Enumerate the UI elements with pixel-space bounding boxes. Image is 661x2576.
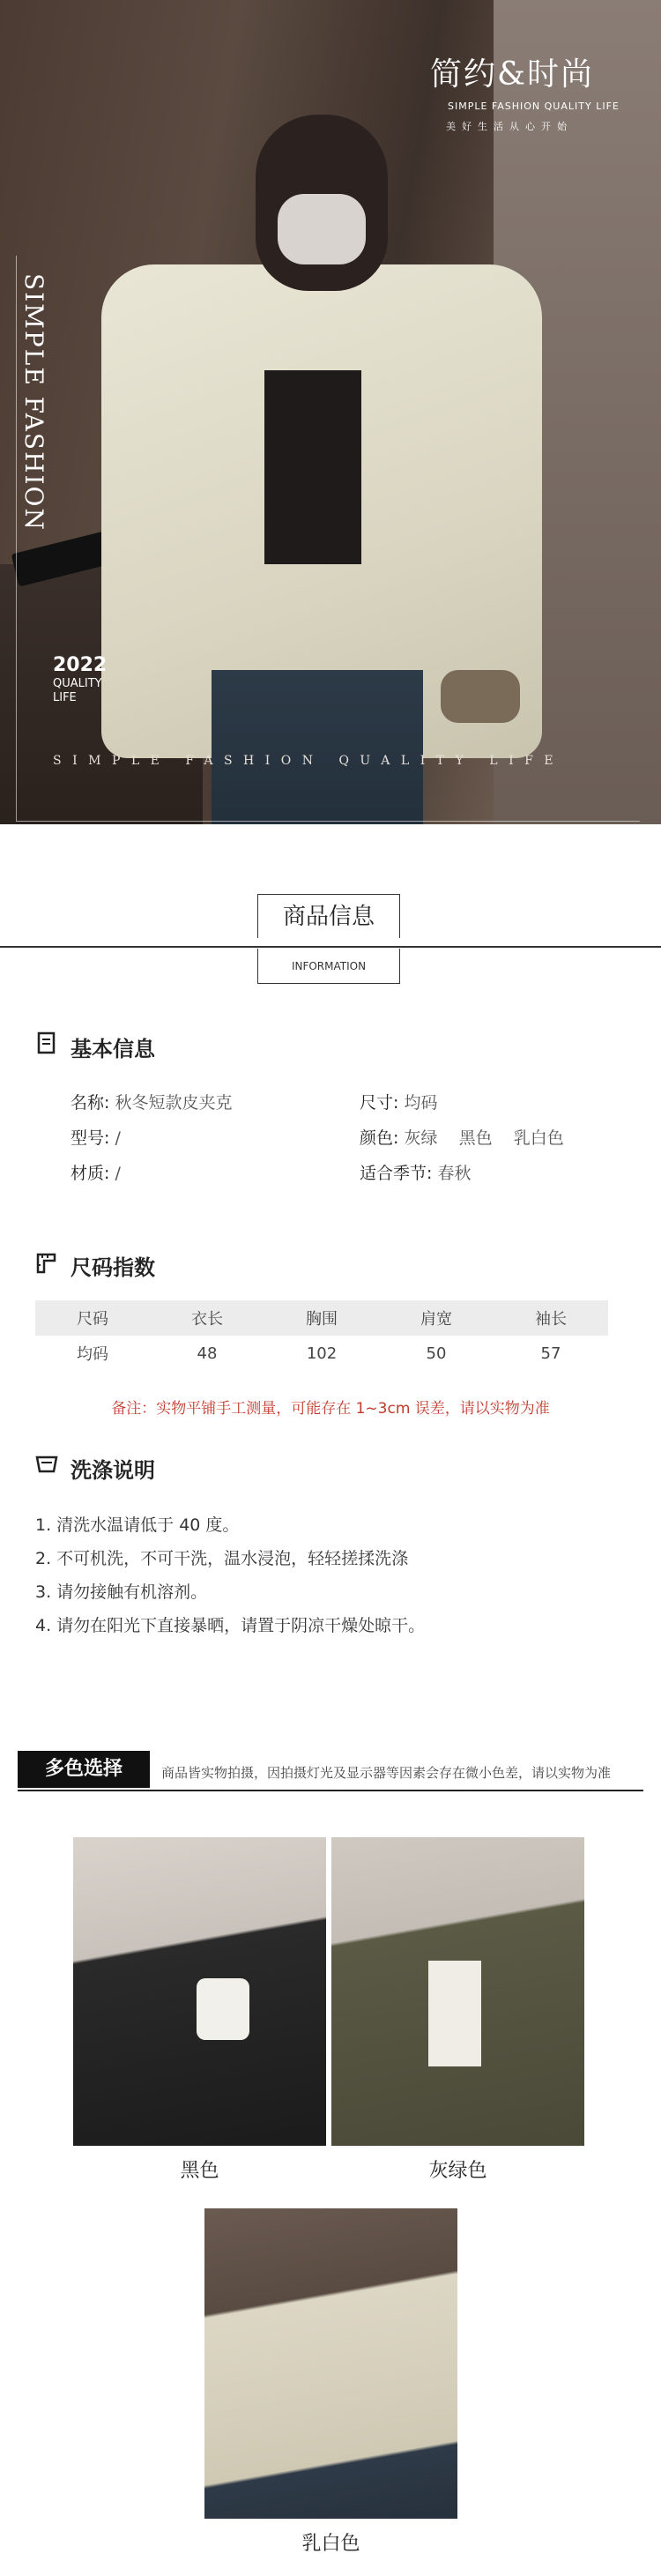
size-cell: 102 [306, 1344, 338, 1363]
size-note: 备注：实物平铺手工测量，可能存在 1~3cm 误差，请以实物为准 [111, 1400, 550, 1418]
color-divider [18, 1790, 643, 1791]
size-cell: 50 [426, 1344, 447, 1363]
hero-year: 2022 [53, 654, 108, 676]
color-note: 商品皆实物拍摄，因拍摄灯光及显示器等因素会存在微小色差，请以实物为准 [161, 1765, 612, 1781]
basic-season-value: 春秋 [437, 1164, 472, 1183]
hero-subtitle-cn: 美好生活从心开始 [446, 121, 573, 132]
size-col-header: 尺码 [77, 1310, 108, 1329]
hero-title: 简约&时尚 [430, 56, 595, 93]
basic-color-value: 灰绿 黑色 乳白色 [404, 1128, 564, 1148]
ruler-icon [35, 1252, 58, 1280]
basic-name-label: 名称: [71, 1093, 110, 1113]
basic-size-row [360, 1090, 437, 1113]
color-swatch-black[interactable] [73, 1837, 326, 2146]
basic-season-label: 适合季节: [360, 1164, 433, 1183]
color-swatch-cream[interactable] [204, 2208, 457, 2519]
basic-size-value: 均码 [404, 1093, 438, 1113]
size-cell: 57 [540, 1344, 561, 1363]
size-heading: 尺码指数 [71, 1255, 155, 1280]
color-section-label: 多色选择 [18, 1751, 150, 1788]
basic-material-row [71, 1160, 121, 1184]
color-caption-gray-green: 灰绿色 [428, 2160, 487, 2182]
size-cell: 均码 [77, 1345, 108, 1364]
basic-name-value: 秋冬短款皮夹克 [115, 1093, 233, 1113]
basic-info-heading: 基本信息 [71, 1037, 155, 1061]
basic-size-label: 尺寸: [360, 1093, 399, 1113]
color-caption-cream: 乳白色 [301, 2533, 360, 2555]
size-col-header: 袖长 [535, 1310, 567, 1329]
cup-image [197, 1978, 249, 2040]
size-col-header: 胸围 [306, 1310, 338, 1329]
size-table-header [35, 1300, 608, 1336]
size-cell: 48 [197, 1344, 218, 1363]
hero-mask [278, 194, 366, 264]
basic-model-row [71, 1125, 121, 1149]
document-icon [37, 1031, 56, 1060]
wash-item: 3. 请勿接触有机溶剂。 [35, 1582, 208, 1602]
table-row [35, 1336, 608, 1371]
basic-name-row [71, 1090, 232, 1113]
info-subtitle: INFORMATION [257, 949, 400, 984]
color-swatch-gray-green[interactable] [331, 1837, 584, 2146]
info-title: 商品信息 [257, 894, 400, 938]
basic-material-value: / [115, 1164, 121, 1183]
hero-quality-line2: LIFE [53, 691, 77, 704]
hero-vertical-text: SIMPLE FASHION [19, 273, 48, 532]
basic-color-row [360, 1125, 564, 1149]
hero-quality-line1: QUALITY [53, 677, 102, 690]
info-divider [0, 946, 661, 948]
wash-item: 1. 清洗水温请低于 40 度。 [35, 1515, 240, 1535]
size-col-header: 肩宽 [420, 1310, 452, 1329]
basic-model-value: / [115, 1128, 121, 1148]
basic-material-label: 材质: [71, 1164, 110, 1183]
basic-model-label: 型号: [71, 1128, 110, 1148]
wash-item: 2. 不可机洗，不可干洗，温水浸泡，轻轻搓揉洗涤 [35, 1549, 409, 1568]
wash-item: 4. 请勿在阳光下直接暴晒，请置于阴凉干燥处晾干。 [35, 1616, 426, 1635]
basic-color-label: 颜色: [360, 1128, 399, 1148]
hero-frame [16, 256, 640, 822]
wash-heading: 洗涤说明 [71, 1458, 155, 1483]
wash-icon [35, 1455, 58, 1479]
size-col-header: 衣长 [191, 1310, 223, 1329]
basic-season-row [360, 1160, 471, 1184]
size-table [35, 1300, 608, 1371]
color-caption-black: 黑色 [180, 2160, 219, 2182]
inner-shirt-image [428, 1961, 481, 2066]
hero-tagline: SIMPLE FASHION QUALITY LIFE [53, 754, 565, 768]
hero-subtitle-en: SIMPLE FASHION QUALITY LIFE [448, 101, 620, 112]
